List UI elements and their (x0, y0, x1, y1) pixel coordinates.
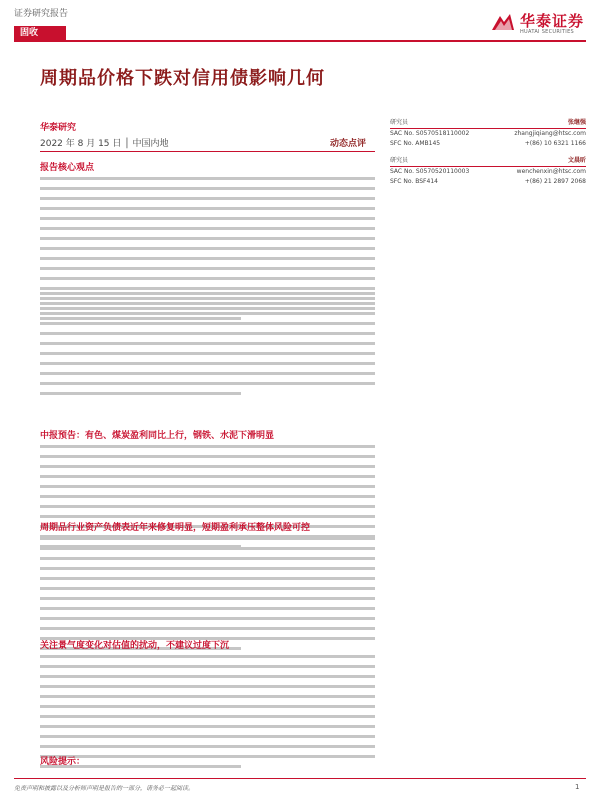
category-tab: 固收 (14, 26, 66, 40)
header-divider (14, 40, 586, 42)
logo-name: 华泰证券 (520, 12, 585, 30)
text-line-placeholder (40, 465, 375, 468)
text-line-placeholder (40, 715, 375, 718)
analyst-name: 张继强 (567, 119, 586, 126)
analyst-email[interactable]: zhangjiqiang@htsc.com (514, 130, 586, 137)
analyst-sac: SAC No. S0570518110002 (390, 130, 470, 137)
section-body (40, 537, 375, 650)
text-line-placeholder (40, 352, 375, 355)
section-heading: 风险提示： (40, 757, 86, 767)
logo-icon (490, 12, 516, 34)
text-line-placeholder (40, 475, 375, 478)
text-line-placeholder (40, 332, 375, 335)
text-line-placeholder (40, 372, 375, 375)
text-line-placeholder (40, 187, 375, 190)
analyst-sac: SAC No. S0570520110003 (390, 168, 470, 175)
analyst-email[interactable]: wenchenxin@htsc.com (516, 168, 586, 175)
section-demand (40, 290, 375, 402)
footer-divider (14, 778, 586, 779)
text-line-placeholder (40, 695, 375, 698)
section-heading: 周期品行业资产负债表近年来修复明显，短期盈利承压整体风险可控 (40, 523, 311, 533)
section-heading: 中报预告：有色、煤炭盈利同比上行，钢铁、水泥下滑明显 (40, 431, 275, 441)
text-line-placeholder (40, 277, 375, 280)
text-line-placeholder (40, 322, 375, 325)
text-line-placeholder (40, 655, 375, 658)
analyst-card (390, 118, 586, 149)
analyst-phone: +(86) 10 6321 1166 (524, 140, 586, 147)
text-line-placeholder (40, 675, 375, 678)
analyst-role: 研究员 (390, 157, 409, 164)
analyst-phone: +(86) 21 2897 2068 (524, 178, 586, 185)
analyst-sfc: SFC No. BSF414 (390, 178, 438, 185)
text-line-placeholder (40, 547, 375, 550)
section-valuation (40, 640, 375, 775)
text-line-placeholder (40, 342, 375, 345)
text-line-placeholder (40, 557, 375, 560)
text-line-placeholder (40, 177, 375, 180)
text-line-placeholder (40, 495, 375, 498)
report-type: 动态点评 (330, 139, 367, 149)
text-line-placeholder (40, 207, 375, 210)
text-line-placeholder (40, 617, 375, 620)
text-line-placeholder (40, 515, 375, 518)
section-risk (40, 756, 375, 769)
text-line-placeholder (40, 735, 375, 738)
analyst-name: 文晨昕 (567, 157, 586, 164)
text-line-placeholder (40, 597, 375, 600)
text-line-placeholder (40, 267, 375, 270)
analyst-card (390, 156, 586, 187)
text-line-placeholder (40, 505, 375, 508)
text-line-placeholder (40, 537, 375, 540)
dateline-divider (40, 151, 375, 152)
text-line-placeholder (40, 382, 375, 385)
text-line-placeholder (40, 705, 375, 708)
text-line-placeholder (40, 362, 375, 365)
text-line-placeholder (40, 685, 375, 688)
company-logo (490, 10, 590, 40)
text-line-placeholder (40, 455, 375, 458)
text-line-placeholder (40, 725, 375, 728)
footer-disclaimer: 免责声明和披露以及分析师声明是报告的一部分，请务必一起阅读。 (14, 785, 195, 792)
text-line-placeholder (40, 227, 375, 230)
text-line-placeholder (40, 292, 375, 295)
text-line-placeholder (40, 312, 375, 315)
text-line-placeholder (40, 217, 375, 220)
text-line-placeholder (40, 197, 375, 200)
report-title: 周期品价格下跌对信用债影响几何 (40, 68, 325, 89)
section-body (40, 292, 375, 395)
logo-subtitle: HUATAI SECURITIES (520, 29, 574, 35)
text-line-placeholder (40, 302, 375, 305)
text-line-placeholder (40, 392, 241, 395)
analyst-role: 研究员 (390, 119, 409, 126)
text-line-placeholder (40, 665, 375, 668)
text-line-placeholder (40, 237, 375, 240)
text-line-placeholder (40, 567, 375, 570)
text-line-placeholder (40, 485, 375, 488)
section-heading: 报告核心观点 (40, 163, 95, 173)
text-line-placeholder (40, 587, 375, 590)
section-heading: 关注景气度变化对估值的扰动，不建议过度下沉 (40, 641, 230, 651)
text-line-placeholder (40, 445, 375, 448)
report-label: 证券研究报告 (14, 9, 69, 19)
section-balance-sheet (40, 522, 375, 657)
report-source: 华泰研究 (40, 123, 77, 133)
analyst-sfc: SFC No. AMB145 (390, 140, 441, 147)
page-number: 1 (575, 783, 580, 791)
text-line-placeholder (40, 247, 375, 250)
text-line-placeholder (40, 257, 375, 260)
text-line-placeholder (40, 607, 375, 610)
text-line-placeholder (40, 577, 375, 580)
section-body (40, 655, 375, 768)
report-dateline: 2022 年 8 月 15 日 │ 中国内地 (40, 139, 169, 149)
text-line-placeholder (40, 627, 375, 630)
text-line-placeholder (40, 745, 375, 748)
